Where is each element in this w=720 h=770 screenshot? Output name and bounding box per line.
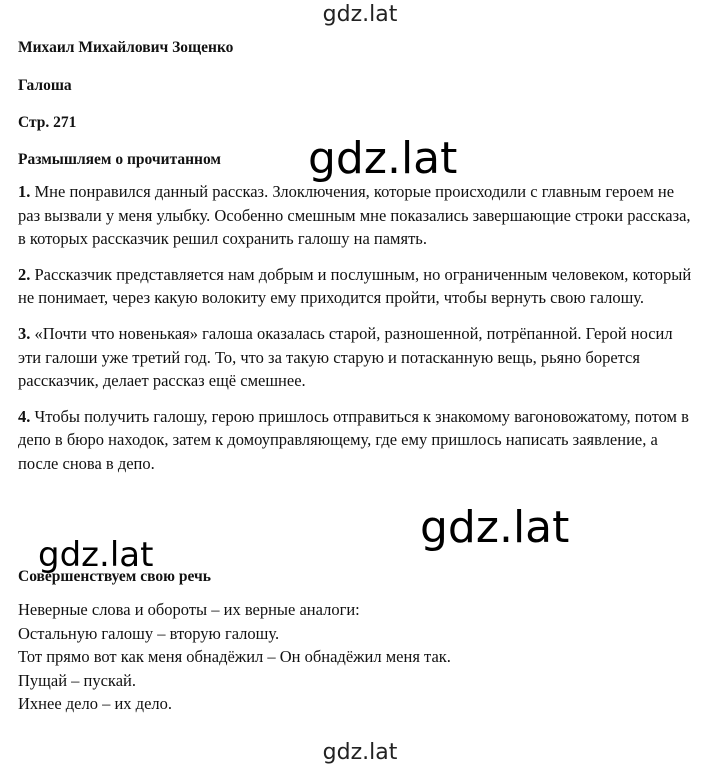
watermark-overlay: gdz.lat <box>308 133 458 184</box>
answer-1 <box>18 180 698 251</box>
answer-number: 4. <box>18 406 31 426</box>
speech-line: Ихнее дело – их дело. <box>18 694 173 714</box>
speech-line: Пущай – пускай. <box>18 670 136 690</box>
author-heading: Михаил Михайлович Зощенко <box>18 39 234 56</box>
answer-text: Чтобы получить галошу, герою пришлось отправиться к знакомому вагоновожатому, потом в депо в бюро находок, затем к домоуправляющему, где ему пришлось написать заявление, а после снова в депо. <box>18 406 689 473</box>
answer-number: 1. <box>18 182 31 201</box>
watermark-overlay: gdz.lat <box>38 535 154 575</box>
answer-number: 3. <box>18 323 31 343</box>
page-number: Стр. 271 <box>18 114 77 131</box>
answer-3 <box>18 322 698 393</box>
speech-line: Остальную галошу – вторую галошу. <box>18 623 280 643</box>
speech-lines <box>18 598 698 716</box>
answer-text: «Почти что новенькая» галоша оказалась старой, разношенной, потрёпанной. Герой носил эти галоши уже третий год. То, что за такую старую и потасканную вещь, рьяно борется рассказчик, делает рассказ ещё смешнее. <box>18 323 673 391</box>
story-title: Галоша <box>18 77 72 94</box>
speech-line: Неверные слова и обороты – их верные аналоги: <box>18 600 360 619</box>
speech-line: Тот прямо вот как меня обнадёжил – Он обнадёжил меня так. <box>18 647 451 667</box>
speech-section-heading: Совершенствуем свою речь <box>18 568 211 585</box>
answer-text: Мне понравился данный рассказ. Злоключения, которые происходили с главным героем не раз вызвали у меня улыбку. Особенно смешным мне показались завершающие строки рассказа, в которых рассказчик решил сохранить галошу на память. <box>18 182 691 249</box>
section-heading: Размышляем о прочитанном <box>18 151 221 168</box>
watermark-bottom: gdz.lat <box>322 740 398 765</box>
answer-text: Рассказчик представляется нам добрым и послушным, но ограниченным человеком, который не понимает, через какую волокиту ему приходится пройти, чтобы вернуть свою галошу. <box>18 264 692 308</box>
watermark-overlay: gdz.lat <box>420 502 570 553</box>
watermark-top: gdz.lat <box>322 2 398 27</box>
answer-2 <box>18 263 698 310</box>
answer-number: 2. <box>18 264 31 284</box>
document-body <box>18 38 698 488</box>
answer-4 <box>18 405 698 476</box>
